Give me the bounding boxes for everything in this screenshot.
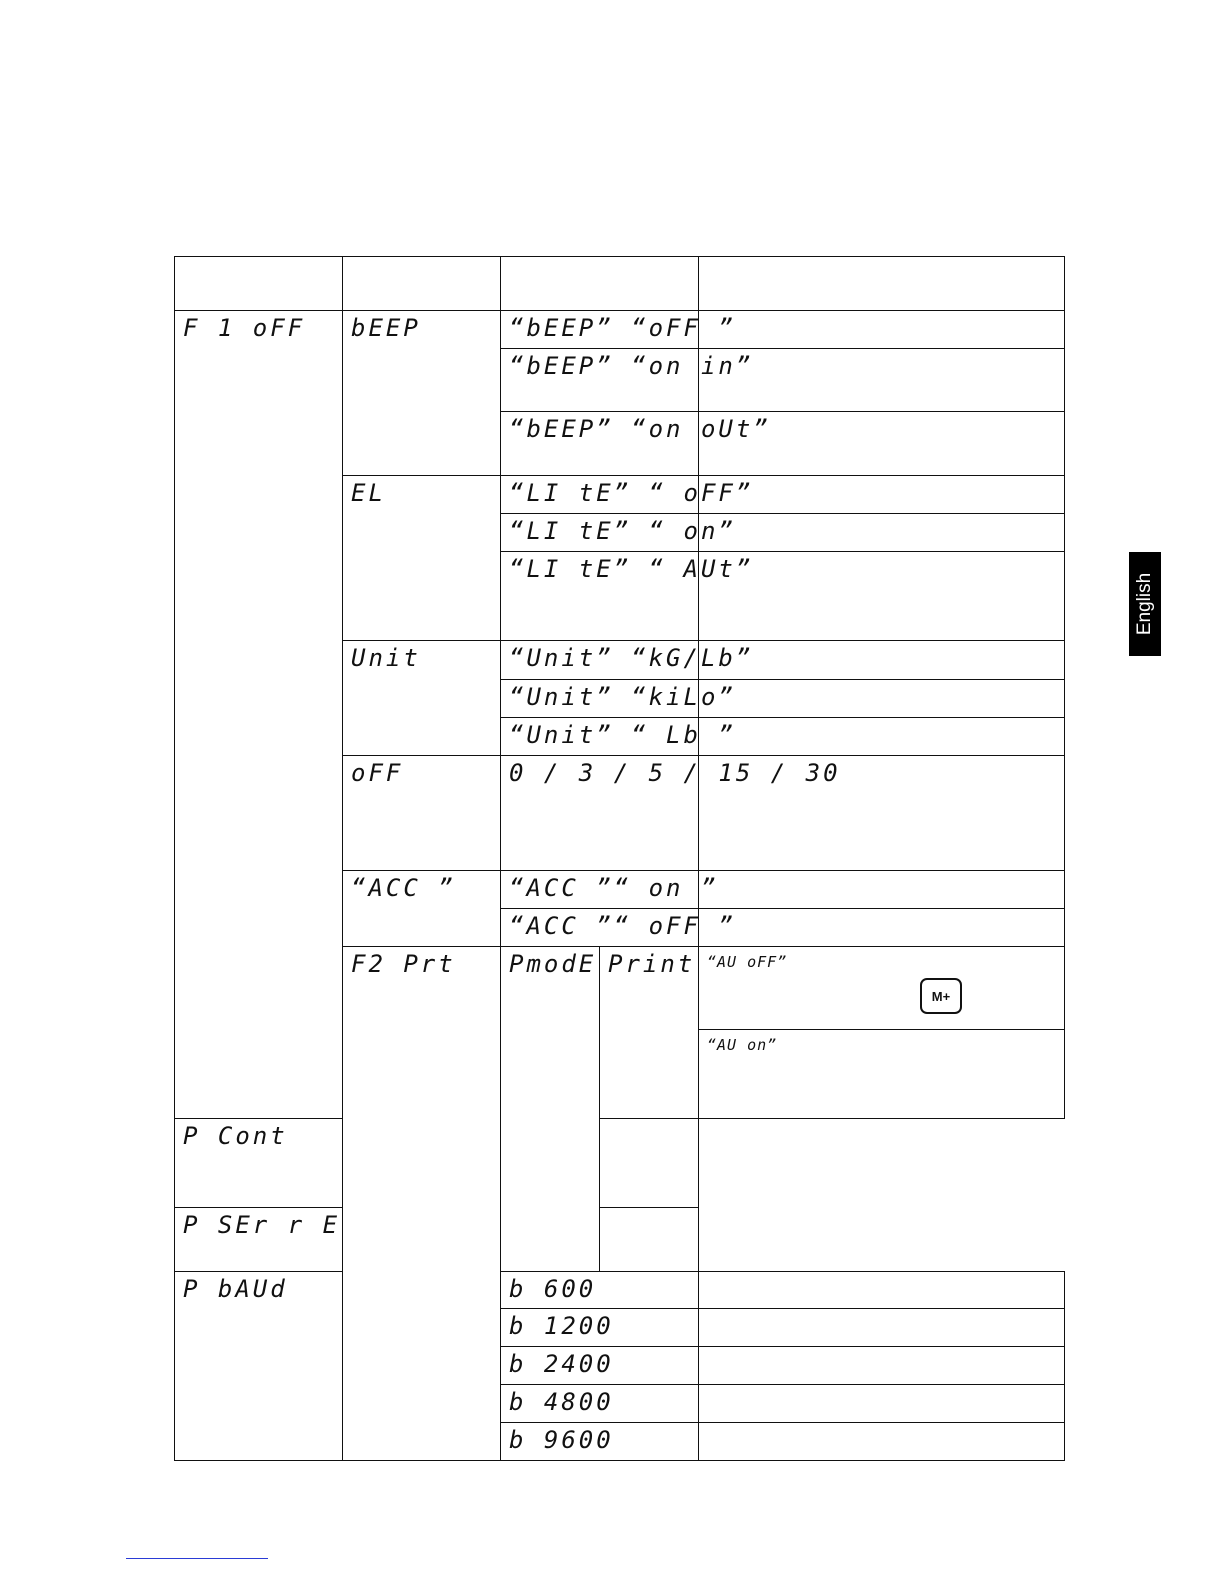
language-side-tab xyxy=(1129,552,1161,656)
table-row xyxy=(175,311,1065,349)
setting-cell xyxy=(501,1423,699,1461)
setting-cell xyxy=(501,680,736,718)
setting-cell xyxy=(501,311,736,349)
table-row xyxy=(175,1272,1065,1309)
description-cell xyxy=(699,641,1065,680)
setting-cell xyxy=(501,552,754,641)
menu-cell-pmode xyxy=(501,947,600,1272)
description-cell xyxy=(699,718,1065,756)
beep-label: bEEP xyxy=(351,314,421,342)
print-au-off-option: “AU oFF” xyxy=(707,953,788,971)
table-row xyxy=(175,1208,1065,1272)
print-cont-option: P Cont xyxy=(183,1122,288,1150)
print-serre-option: P SEr r E xyxy=(183,1211,341,1239)
el-label: EL xyxy=(351,479,386,507)
description-cell xyxy=(699,1272,1065,1309)
setting-cell xyxy=(501,1309,699,1347)
language-tab-label: English xyxy=(1134,572,1156,636)
pmode-label: PmodE xyxy=(509,950,597,978)
setting-cell xyxy=(501,718,736,756)
setting-cell xyxy=(501,349,754,412)
description-cell xyxy=(699,909,1065,947)
description-cell xyxy=(699,349,1065,412)
header-cell-menu xyxy=(343,257,501,311)
setting-cell xyxy=(699,1030,1065,1119)
setting-cell xyxy=(501,871,719,909)
acc-on-option: “ACC ”“ on ” xyxy=(509,874,719,902)
unit-kilo-option: “Unit” “kiLo” xyxy=(509,683,736,711)
lite-on-option: “LI tE” “ on” xyxy=(509,517,736,545)
setting-cell xyxy=(501,1272,699,1309)
setting-cell xyxy=(175,1119,501,1208)
header-cell-function xyxy=(175,257,343,311)
setting-cell xyxy=(175,1208,501,1272)
setting-cell xyxy=(501,412,771,476)
print-cell xyxy=(600,947,699,1119)
setting-cell xyxy=(501,1385,699,1423)
beep-on-out-option: “bEEP” “on oUt” xyxy=(509,415,771,443)
baud-600-option: b 600 xyxy=(509,1275,597,1303)
lite-off-option: “LI tE” “ oFF” xyxy=(509,479,754,507)
menu-cell-acc xyxy=(343,871,501,947)
description-cell xyxy=(600,1208,699,1272)
table-row xyxy=(175,1119,1065,1208)
pbaud-label: P bAUd xyxy=(183,1275,288,1303)
auto-off-times-option: 0 / 3 / 5 / 15 / 30 xyxy=(509,759,841,787)
setting-cell xyxy=(699,947,1065,1030)
menu-cell-pbaud xyxy=(175,1272,343,1461)
baud-2400-option: b 2400 xyxy=(509,1350,614,1378)
setting-cell xyxy=(501,909,736,947)
setting-cell xyxy=(501,514,736,552)
description-cell xyxy=(699,514,1065,552)
off-label: oFF xyxy=(351,759,404,787)
description-cell xyxy=(699,1309,1065,1347)
acc-label: “ACC ” xyxy=(351,874,456,902)
baud-4800-option: b 4800 xyxy=(509,1388,614,1416)
unit-label: Unit xyxy=(351,644,421,672)
description-cell xyxy=(699,1423,1065,1461)
footer-link-underline xyxy=(126,1558,268,1559)
f1-label: F 1 oFF xyxy=(183,314,306,342)
description-cell xyxy=(699,1385,1065,1423)
beep-off-option: “bEEP” “oFF ” xyxy=(509,314,736,342)
setting-cell xyxy=(501,1347,699,1385)
setting-cell xyxy=(501,641,754,680)
f2-label: F2 Prt xyxy=(351,950,456,978)
menu-cell-unit xyxy=(343,641,501,756)
print-au-on-option: “AU on” xyxy=(707,1036,778,1054)
description-cell xyxy=(699,311,1065,349)
setting-cell xyxy=(501,756,841,871)
header-cell-description xyxy=(699,257,1065,311)
description-cell xyxy=(699,871,1065,909)
description-cell xyxy=(699,476,1065,514)
table-header-row xyxy=(175,257,1065,311)
lite-auto-option: “LI tE” “ AUt” xyxy=(509,555,754,583)
baud-1200-option: b 1200 xyxy=(509,1312,614,1340)
menu-cell-off xyxy=(343,756,501,871)
unit-lb-option: “Unit” “ Lb ” xyxy=(509,721,736,749)
menu-cell-el xyxy=(343,476,501,641)
setting-cell xyxy=(501,476,754,514)
description-cell xyxy=(600,1119,699,1208)
acc-off-option: “ACC ”“ oFF ” xyxy=(509,912,736,940)
menu-cell-beep xyxy=(343,311,501,476)
description-cell xyxy=(699,1347,1065,1385)
description-cell xyxy=(699,680,1065,718)
function-cell-f1 xyxy=(175,311,343,1119)
header-cell-setting xyxy=(501,257,699,311)
m-plus-key-label: M+ xyxy=(931,988,951,1004)
baud-9600-option: b 9600 xyxy=(509,1426,614,1454)
description-cell xyxy=(699,552,1065,641)
beep-on-in-option: “bEEP” “on in” xyxy=(509,352,754,380)
print-label: Print xyxy=(608,950,696,978)
menu-settings-table xyxy=(174,256,1065,1461)
unit-kg-lb-option: “Unit” “kG/Lb” xyxy=(509,644,754,672)
m-plus-key-icon xyxy=(920,978,962,1014)
